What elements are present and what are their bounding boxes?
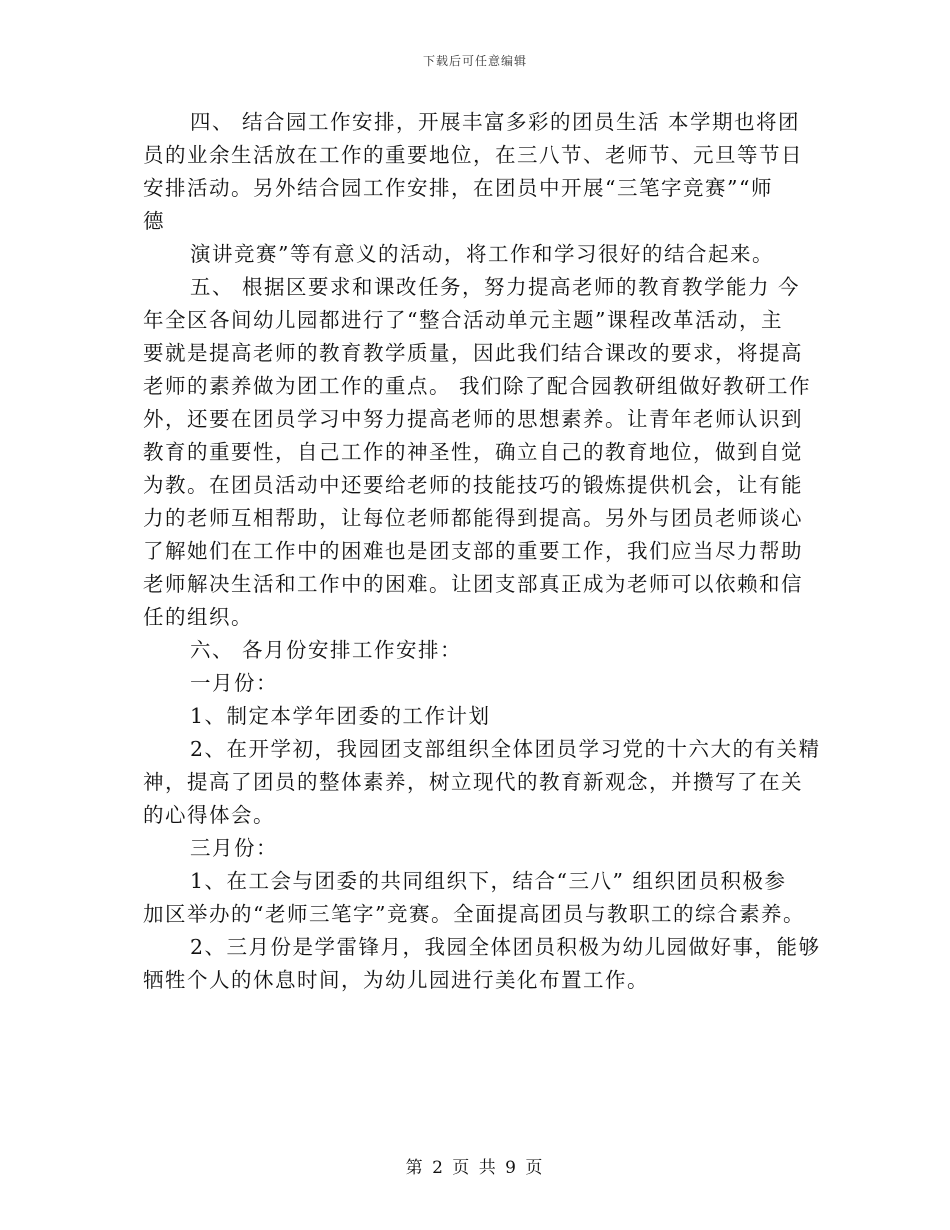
text-line: 牺牲个人的休息时间，为幼儿园进行美化布置工作。 xyxy=(143,968,649,992)
document-body xyxy=(143,106,821,997)
text-line: 四、 结合园工作安排，开展丰富多彩的团员生活 本学期也将团 xyxy=(190,110,801,134)
text-line: 一月份： xyxy=(190,671,278,695)
text-line: 年全区各间幼儿园都进行了“整合活动单元主题”课程改革活动，主 xyxy=(143,308,783,332)
text-line: 1、制定本学年团委的工作计划 xyxy=(190,704,491,728)
text-line: 德 xyxy=(143,209,165,233)
text-line: 要就是提高老师的教育教学质量，因此我们结合课改的要求，将提高 xyxy=(143,341,803,365)
text-line: 演讲竞赛”等有意义的活动，将工作和学习很好的结合起来。 xyxy=(190,242,774,266)
text-line: 老师解决生活和工作中的困难。让团支部真正成为老师可以依赖和信 xyxy=(143,572,803,596)
text-line: 了解她们在工作中的困难也是团支部的重要工作，我们应当尽力帮助 xyxy=(143,539,803,563)
text-line: 加区举办的“老师三笔字”竞赛。全面提高团员与教职工的综合素养。 xyxy=(143,902,805,926)
text-line: 五、 根据区要求和课改任务，努力提高老师的教育教学能力 今 xyxy=(190,275,801,299)
text-line: 的心得体会。 xyxy=(143,803,275,827)
text-line: 六、 各月份安排工作安排： xyxy=(190,638,463,662)
page-number-footer: 第 2 页 共 9 页 xyxy=(405,1158,545,1178)
text-line: 神，提高了团员的整体素养，树立现代的教育新观念，并攒写了在关 xyxy=(143,770,803,794)
text-line: 老师的素养做为团工作的重点。 我们除了配合园教研组做好教研工作 xyxy=(143,374,812,398)
text-line: 力的老师互相帮助，让每位老师都能得到提高。另外与团员老师谈心 xyxy=(143,506,803,530)
text-line: 外，还要在团员学习中努力提高老师的思想素养。让青年老师认识到 xyxy=(143,407,803,431)
text-line: 三月份： xyxy=(190,836,278,860)
text-line: 2、在开学初，我园团支部组织全体团员学习党的十六大的有关精 xyxy=(190,737,821,761)
text-line: 2、三月份是学雷锋月，我园全体团员积极为幼儿园做好事，能够 xyxy=(190,935,821,959)
text-line: 安排活动。另外结合园工作安排，在团员中开展“三笔字竞赛”“师 xyxy=(143,176,773,200)
text-line: 任的组织。 xyxy=(143,605,253,629)
text-line: 教育的重要性，自己工作的神圣性，确立自己的教育地位，做到自觉 xyxy=(143,440,803,464)
text-line: 员的业余生活放在工作的重要地位，在三八节、老师节、元旦等节日 xyxy=(143,143,803,167)
page-header-note: 下载后可任意编辑 xyxy=(422,54,527,68)
text-line: 为教。在团员活动中还要给老师的技能技巧的锻炼提供机会，让有能 xyxy=(143,473,803,497)
text-line: 1、在工会与团委的共同组织下，结合“三八” 组织团员积极参 xyxy=(190,869,787,893)
